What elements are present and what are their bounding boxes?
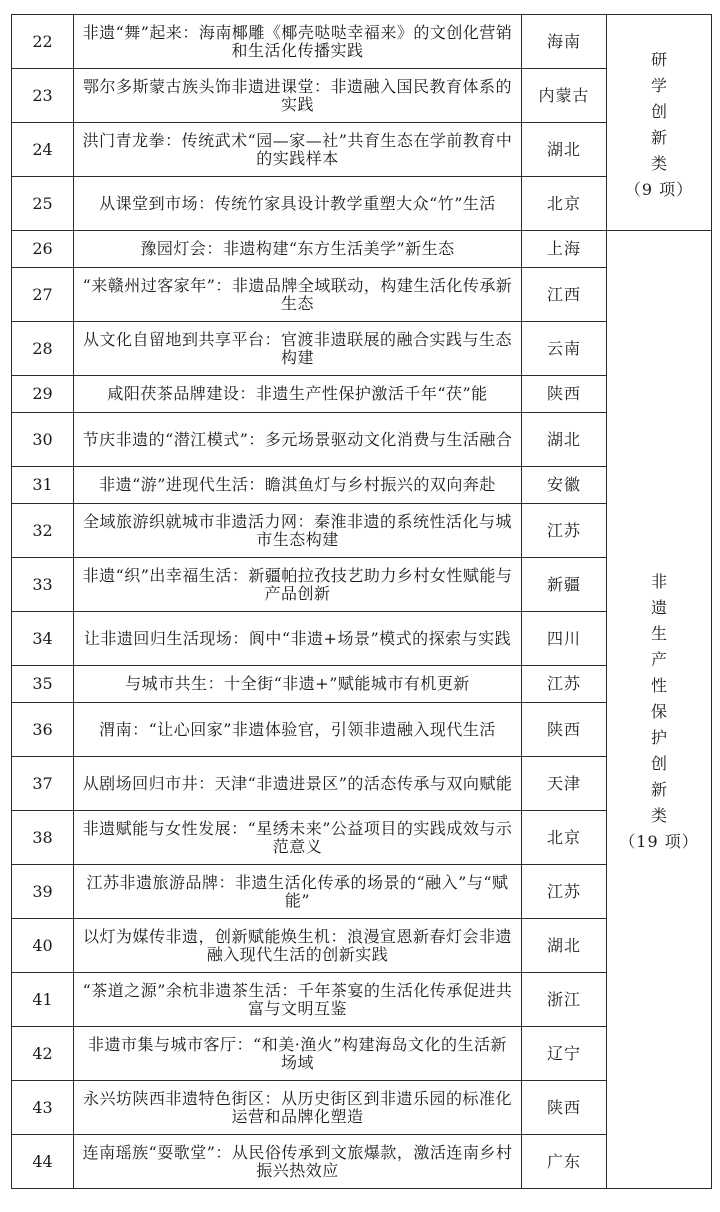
project-title: 非遗“游”进现代生活：瞻淇鱼灯与乡村振兴的双向奔赴 xyxy=(74,467,522,504)
row-number: 36 xyxy=(12,703,74,757)
table-row xyxy=(12,15,712,69)
project-region: 辽宁 xyxy=(522,1027,607,1081)
row-number: 43 xyxy=(12,1081,74,1135)
category-label xyxy=(607,565,711,855)
project-region: 海南 xyxy=(522,15,607,69)
row-number: 41 xyxy=(12,973,74,1027)
row-number: 27 xyxy=(12,268,74,322)
row-number: 32 xyxy=(12,504,74,558)
project-region: 安徽 xyxy=(522,467,607,504)
category-char: 创 xyxy=(650,753,667,773)
category-count: （9 项） xyxy=(624,179,694,199)
category-char: 生 xyxy=(650,623,667,643)
table-row xyxy=(12,231,712,268)
category-count: （19 项） xyxy=(619,831,699,851)
project-region: 江西 xyxy=(522,268,607,322)
project-region: 江苏 xyxy=(522,504,607,558)
row-number: 39 xyxy=(12,865,74,919)
project-region: 陕西 xyxy=(522,703,607,757)
project-region: 江苏 xyxy=(522,666,607,703)
category-char: 产 xyxy=(650,649,667,669)
project-title: 江苏非遗旅游品牌：非遗生活化传承的场景的“融入”与“赋能” xyxy=(74,865,522,919)
category-char: 遗 xyxy=(650,597,667,617)
project-title: 让非遗回归生活现场：阆中“非遗+场景”模式的探索与实践 xyxy=(74,612,522,666)
category-char: 新 xyxy=(650,127,667,147)
project-region: 江苏 xyxy=(522,865,607,919)
row-number: 37 xyxy=(12,757,74,811)
category-char: 新 xyxy=(650,779,667,799)
project-title: 洪门青龙拳：传统武术“园—家—社”共育生态在学前教育中的实践样本 xyxy=(74,123,522,177)
project-title: “来赣州过客家年”：非遗品牌全域联动，构建生活化传承新生态 xyxy=(74,268,522,322)
project-title: 连南瑶族“耍歌堂”：从民俗传承到文旅爆款，激活连南乡村振兴热效应 xyxy=(74,1135,522,1189)
project-title: 节庆非遗的“潜江模式”：多元场景驱动文化消费与生活融合 xyxy=(74,413,522,467)
project-region: 北京 xyxy=(522,811,607,865)
project-title: 渭南：“让心回家”非遗体验官，引领非遗融入现代生活 xyxy=(74,703,522,757)
row-number: 30 xyxy=(12,413,74,467)
project-list-table xyxy=(11,14,712,1189)
project-title: 以灯为媒传非遗，创新赋能焕生机：浪漫宣恩新春灯会非遗融入现代生活的创新实践 xyxy=(74,919,522,973)
category-cell xyxy=(607,231,712,1189)
project-title: 永兴坊陕西非遗特色街区：从历史街区到非遗乐园的标准化运营和品牌化塑造 xyxy=(74,1081,522,1135)
row-number: 25 xyxy=(12,177,74,231)
project-region: 湖北 xyxy=(522,413,607,467)
project-title: 从课堂到市场：传统竹家具设计教学重塑大众“竹”生活 xyxy=(74,177,522,231)
project-region: 湖北 xyxy=(522,123,607,177)
row-number: 42 xyxy=(12,1027,74,1081)
project-title: 豫园灯会：非遗构建“东方生活美学”新生态 xyxy=(74,231,522,268)
project-region: 湖北 xyxy=(522,919,607,973)
category-char: 性 xyxy=(650,675,667,695)
project-region: 内蒙古 xyxy=(522,69,607,123)
row-number: 28 xyxy=(12,322,74,376)
project-title: 非遗市集与城市客厅：“和美·渔火”构建海岛文化的生活新场域 xyxy=(74,1027,522,1081)
row-number: 29 xyxy=(12,376,74,413)
project-title: 咸阳茯茶品牌建设：非遗生产性保护激活千年“茯”能 xyxy=(74,376,522,413)
row-number: 22 xyxy=(12,15,74,69)
row-number: 40 xyxy=(12,919,74,973)
row-number: 26 xyxy=(12,231,74,268)
project-region: 上海 xyxy=(522,231,607,268)
project-title: 非遗“舞”起来：海南椰雕《椰壳哒哒幸福来》的文创化营销和生活化传播实践 xyxy=(74,15,522,69)
row-number: 35 xyxy=(12,666,74,703)
row-number: 44 xyxy=(12,1135,74,1189)
category-label xyxy=(607,43,711,203)
project-title: 从剧场回归市井：天津“非遗进景区”的活态传承与双向赋能 xyxy=(74,757,522,811)
project-region: 四川 xyxy=(522,612,607,666)
project-title: “茶道之源”余杭非遗茶生活：千年茶宴的生活化传承促进共富与文明互鉴 xyxy=(74,973,522,1027)
project-title: 非遗“织”出幸福生活：新疆帕拉孜技艺助力乡村女性赋能与产品创新 xyxy=(74,558,522,612)
category-char: 非 xyxy=(650,571,667,591)
project-region: 新疆 xyxy=(522,558,607,612)
row-number: 38 xyxy=(12,811,74,865)
project-region: 天津 xyxy=(522,757,607,811)
project-region: 浙江 xyxy=(522,973,607,1027)
row-number: 23 xyxy=(12,69,74,123)
project-region: 云南 xyxy=(522,322,607,376)
category-char: 创 xyxy=(650,101,667,121)
project-title: 从文化自留地到共享平台：官渡非遗联展的融合实践与生态构建 xyxy=(74,322,522,376)
row-number: 33 xyxy=(12,558,74,612)
category-char: 类 xyxy=(650,153,667,173)
category-char: 保 xyxy=(650,701,667,721)
row-number: 24 xyxy=(12,123,74,177)
project-title: 全域旅游织就城市非遗活力网：秦淮非遗的系统性活化与城市生态构建 xyxy=(74,504,522,558)
project-region: 北京 xyxy=(522,177,607,231)
category-char: 学 xyxy=(650,75,667,95)
project-title: 非遗赋能与女性发展：“星绣未来”公益项目的实践成效与示范意义 xyxy=(74,811,522,865)
table-body xyxy=(12,15,712,1189)
row-number: 34 xyxy=(12,612,74,666)
project-title: 与城市共生：十全街“非遗+”赋能城市有机更新 xyxy=(74,666,522,703)
project-region: 陕西 xyxy=(522,1081,607,1135)
category-cell xyxy=(607,15,712,231)
category-char: 研 xyxy=(650,49,667,69)
row-number: 31 xyxy=(12,467,74,504)
project-region: 广东 xyxy=(522,1135,607,1189)
project-region: 陕西 xyxy=(522,376,607,413)
category-char: 护 xyxy=(650,727,667,747)
category-char: 类 xyxy=(650,805,667,825)
project-title: 鄂尔多斯蒙古族头饰非遗进课堂：非遗融入国民教育体系的实践 xyxy=(74,69,522,123)
